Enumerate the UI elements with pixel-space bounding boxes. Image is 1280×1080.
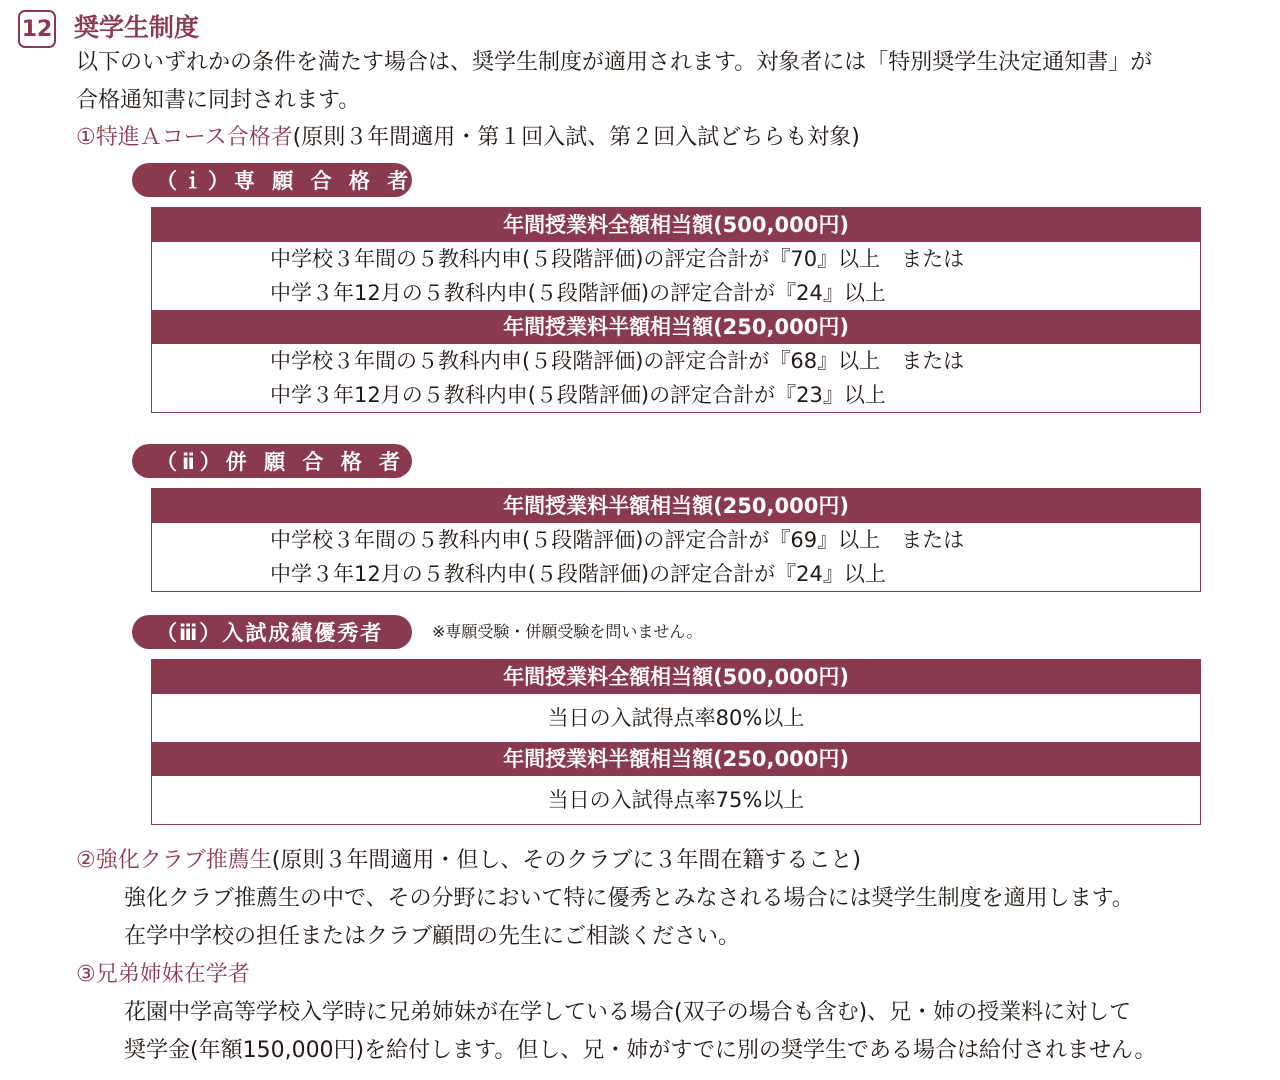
table-body-half [152, 344, 1200, 412]
condition-line: 中学３年12月の５教科内申(５段階評価)の評定合計が『24』以上 [270, 281, 886, 305]
table-head-full: 年間授業料全額相当額(500,000円) [152, 208, 1200, 242]
item1-heading [76, 122, 860, 154]
table-body-half [152, 523, 1200, 591]
intro-line-1: 以下のいずれかの条件を満たす場合は、奨学生制度が適用されます。対象者には「特別奨学生決定通知書」が [76, 50, 1153, 75]
item2-heading [76, 845, 861, 877]
table-head-half: 年間授業料半額相当額(250,000円) [152, 489, 1200, 523]
intro-line-2: 合格通知書に同封されます。 [76, 88, 361, 113]
table-group-iii [151, 659, 1201, 825]
group-iii-note: ※専願受験・併願受験を問いません。 [432, 622, 703, 641]
item3-line-1: 花園中学高等学校入学時に兄弟姉妹が在学している場合(双子の場合も含む)、兄・姉の授業料に対して [124, 1000, 1132, 1025]
table-group-ii [151, 488, 1201, 592]
item3-line-2: 奨学金(年額150,000円)を給付します。但し、兄・姉がすでに別の奨学生である場合は給付されません。 [124, 1038, 1157, 1063]
condition-line: 中学校３年間の５教科内申(５段階評価)の評定合計が『68』以上 または [270, 349, 965, 373]
item1-label: ①特進Ａコース合格者 [76, 125, 293, 150]
condition-line: 当日の入試得点率80%以上 [547, 706, 805, 730]
table-body-full [152, 242, 1200, 310]
item2-line-1: 強化クラブ推薦生の中で、その分野において特に優秀とみなされる場合には奨学生制度を適用します。 [124, 886, 1134, 911]
item2-note: (原則３年間適用・但し、そのクラブに３年間在籍すること) [271, 848, 861, 873]
condition-line: 当日の入試得点率75%以上 [547, 788, 805, 812]
item2-line-2: 在学中学校の担任またはクラブ顧問の先生にご相談ください。 [124, 924, 741, 949]
condition-line: 中学３年12月の５教科内申(５段階評価)の評定合計が『23』以上 [270, 383, 886, 407]
table-head-full: 年間授業料全額相当額(500,000円) [152, 660, 1200, 694]
section-number-badge: 12 [18, 10, 56, 48]
condition-line: 中学３年12月の５教科内申(５段階評価)の評定合計が『24』以上 [270, 562, 886, 586]
table-group-i [151, 207, 1201, 413]
item2-label: ②強化クラブ推薦生 [76, 848, 272, 873]
section-title: 奨学生制度 [74, 13, 200, 42]
pill-group-ii: （ⅱ）併 願 合 格 者 [132, 444, 412, 478]
pill-group-i: （ｉ）専 願 合 格 者 [132, 163, 412, 197]
item3-label: ③兄弟姉妹在学者 [76, 962, 250, 987]
condition-line: 中学校３年間の５教科内申(５段階評価)の評定合計が『69』以上 または [270, 528, 965, 552]
item1-note: (原則３年間適用・第１回入試、第２回入試どちらも対象) [292, 125, 860, 150]
table-head-half: 年間授業料半額相当額(250,000円) [152, 310, 1200, 344]
table-head-half: 年間授業料半額相当額(250,000円) [152, 742, 1200, 776]
item3-heading [76, 959, 250, 991]
condition-line: 中学校３年間の５教科内申(５段階評価)の評定合計が『70』以上 または [270, 247, 965, 271]
pill-group-iii: （ⅲ）入試成績優秀者 [132, 615, 412, 649]
